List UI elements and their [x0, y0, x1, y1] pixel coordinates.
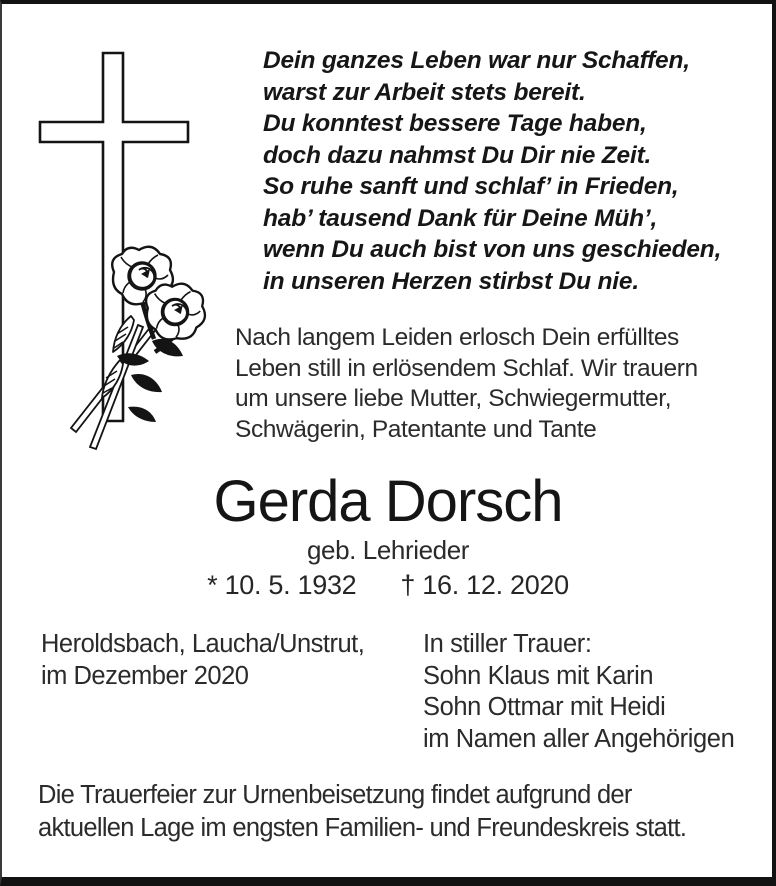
notice-line: aktuellen Lage im engsten Familien- und Freundeskreis statt.	[38, 814, 687, 842]
mourner-line: Sohn Klaus mit Karin	[423, 661, 654, 690]
mourner-line: im Namen aller Angehörigen	[423, 724, 735, 753]
place-date-line: Heroldsbach, Laucha/Unstrut,	[41, 630, 365, 658]
intro-line: Nach langem Leiden erlosch Dein erfülltes	[235, 324, 679, 351]
poem-line: So ruhe sanft und schlaf’ in Frieden,	[263, 173, 679, 200]
mourner-line: Sohn Ottmar mit Heidi	[423, 693, 666, 721]
memorial-poem	[263, 45, 721, 297]
poem-line: Du konntest bessere Tage haben,	[263, 110, 647, 137]
birth-date: * 10. 5. 1932	[207, 570, 357, 600]
place-date-column	[41, 629, 364, 692]
mourners-column	[423, 629, 734, 755]
poem-line: wenn Du auch bist von uns geschieden,	[263, 236, 722, 263]
intro-line: Leben still in erlösendem Schlaf. Wir trauern	[235, 354, 698, 382]
death-date: † 16. 12. 2020	[400, 570, 569, 600]
intro-line: Schwägerin, Patentante und Tante	[235, 415, 597, 443]
notice-line: Die Trauerfeier zur Urnenbeisetzung findet aufgrund der	[38, 781, 632, 809]
funeral-notice	[38, 779, 686, 845]
poem-line: Dein ganzes Leben war nur Schaffen,	[263, 47, 690, 74]
life-dates	[0, 570, 776, 601]
place-date-line: im Dezember 2020	[41, 661, 249, 690]
intro-paragraph	[235, 323, 698, 445]
poem-line: doch dazu nahmst Du Dir nie Zeit.	[263, 141, 652, 169]
cross-and-roses-icon	[30, 45, 210, 455]
intro-line: um unsere liebe Mutter, Schwiegermutter,	[235, 385, 672, 412]
poem-line: hab’ tausend Dank für Deine Müh’,	[263, 204, 658, 232]
mourners-heading: In stiller Trauer:	[423, 630, 592, 658]
poem-line: in unseren Herzen stirbst Du nie.	[263, 267, 639, 295]
deceased-name: Gerda Dorsch	[213, 469, 563, 534]
poem-line: warst zur Arbeit stets bereit.	[263, 78, 586, 106]
maiden-name: geb. Lehrieder	[306, 535, 470, 565]
